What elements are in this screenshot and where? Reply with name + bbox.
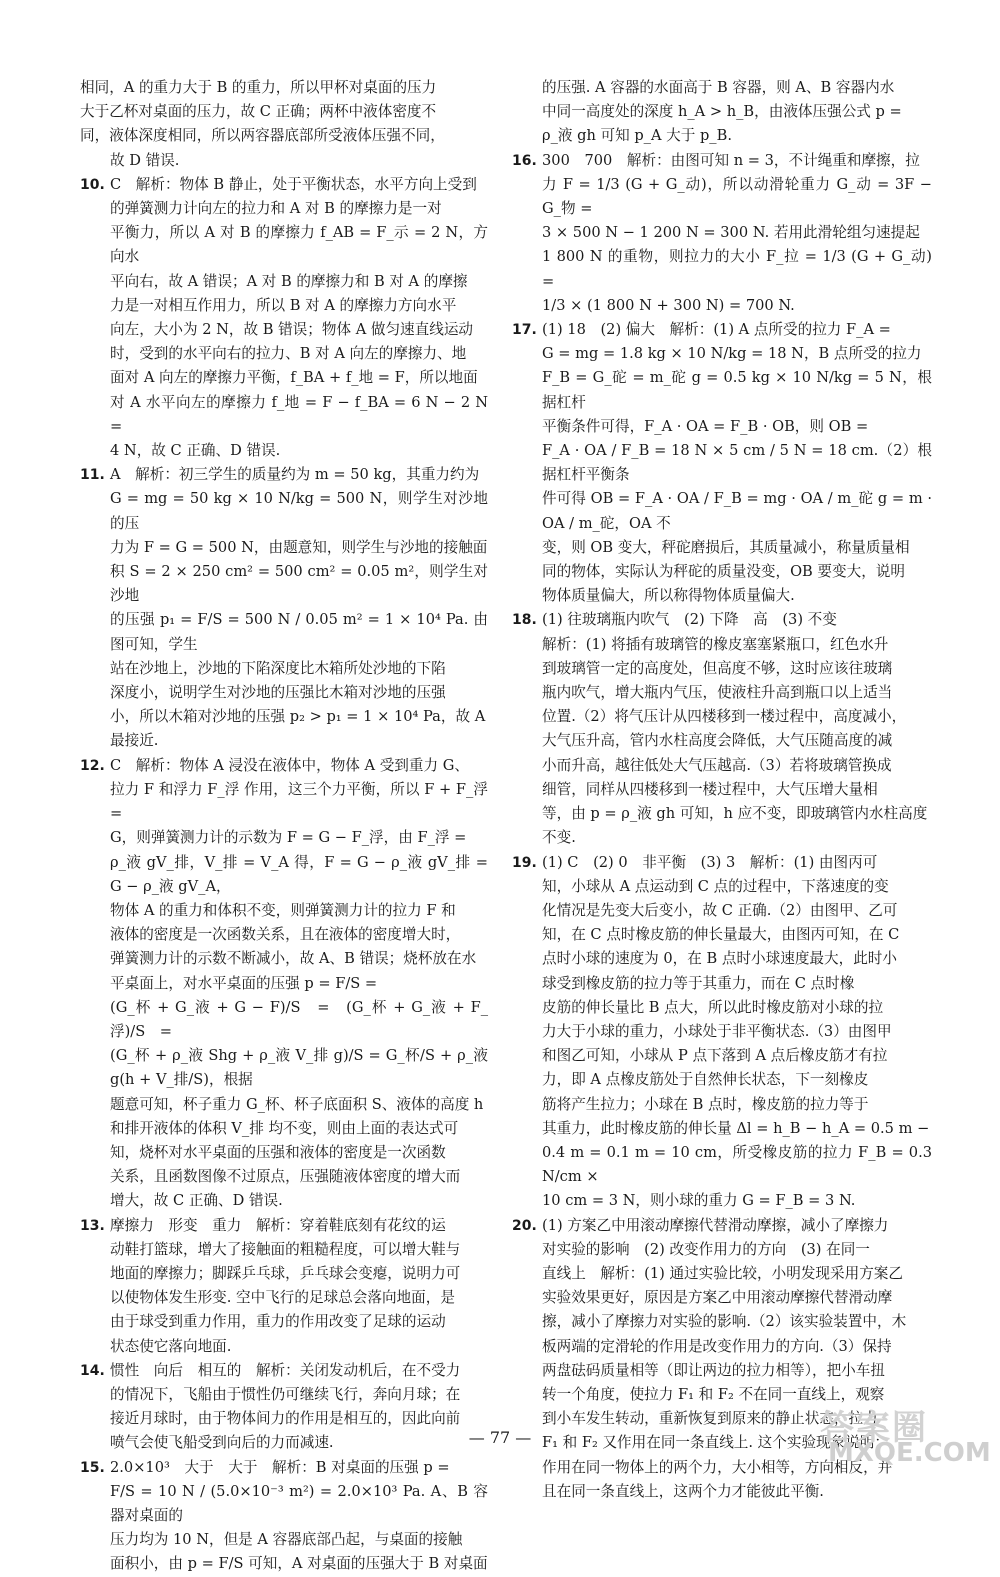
text-line: 面积小，由 p = F/S 可知，A 对桌面的压强大于 B 对桌面 [110,1555,488,1573]
answer-number: 17. [512,322,537,339]
text-line: 0.4 m = 0.1 m = 10 cm，所受橡皮筋的拉力 F_B = 0.3 N/cm × [542,1143,932,1186]
watermark-logo-text: 答案圈 [820,1408,928,1448]
text-line: 时，受到的水平向右的拉力、B 对 A 向左的摩擦力、地 [110,345,467,363]
text-line: 位置.（2）将气压计从四楼移到一楼过程中，高度减小， [542,708,907,726]
text-line: 压力均为 10 N，但是 A 容器底部凸起，与桌面的接触 [110,1531,463,1549]
text-line: 由于球受到重力作用，重力的作用改变了足球的运动 [110,1313,446,1331]
text-line: 增大，故 C 正确、D 错误. [110,1192,283,1210]
text-line: 积 S = 2 × 250 cm² = 500 cm² = 0.05 m²，则学生对沙地 [110,563,488,605]
text-line: 力大于小球的重力，小球处于非平衡状态.（3）由图甲 [542,1022,892,1040]
text-line: (G_杯 + G_液 + G − F)/S = (G_杯 + G_液 + F_浮)/S = [110,998,488,1040]
text-line: (1) 方案乙中用滚动摩擦代替滑动摩擦，减小了摩擦力 [542,1216,889,1234]
answer-number: 13. [80,1217,105,1234]
text-line: 力 F = 1/3 (G + G_动)，所以动滑轮重力 G_动 = 3F − G_物 = [542,175,932,218]
answer-item [80,463,488,753]
answer-item [80,1214,488,1359]
text-line: ρ_液 gh 可知 p_A 大于 p_B. [542,127,732,145]
text-line: 知，在 C 点时橡皮筋的伸长量最大，由图丙可知，在 C [542,926,900,944]
text-line: F/S = 10 N / (5.0×10⁻³ m²) = 2.0×10³ Pa. A、B 容器对桌面的 [110,1482,488,1524]
text-line: G，则弹簧测力计的示数为 F = G − F_浮，由 F_浮 = [110,829,467,847]
text-line: 直线上 解析：(1) 通过实验比较，小明发现采用方案乙 [542,1264,903,1282]
text-line: 点时小球的速度为 0，在 B 点时小球速度最大，此时小 [542,950,897,968]
text-line: 的弹簧测力计向左的拉力和 A 对 B 的摩擦力是一对 [110,200,442,218]
text-line: 变，则 OB 变大，秤砣磨损后，其质量减小，称量质量相 [542,538,910,556]
text-line: 球受到橡皮筋的拉力等于其重力，而在 C 点时橡 [542,974,855,992]
text-line: 喷气会使飞船受到向后的力而减速. [110,1434,334,1452]
text-line: 件可得 OB = F_A · OA / F_B = mg · OA / m_砣 g = m · OA / m_砣，OA 不 [542,490,932,532]
text-line: 平桌面上，对水平桌面的压强 p = F/S = [110,974,378,992]
text-line: G = mg = 1.8 kg × 10 N/kg = 18 N，B 点所受的拉力 [542,345,922,363]
text-line: (G_杯 + ρ_液 Shg + ρ_液 V_排 g)/S = G_杯/S + ρ_液 g(h + V_排/S)，根据 [110,1047,488,1089]
text-line: 筋将产生拉力；小球在 B 点时，橡皮筋的拉力等于 [542,1095,869,1113]
text-line: F_A · OA / F_B = 18 N × 5 cm / 5 N = 18 cm.（2）根据杠杆平衡条 [542,442,932,484]
text-line: 平衡力，所以 A 对 B 的摩擦力 f_AB = F_示 = 2 N，方向水 [110,224,488,266]
text-line: 深度小，说明学生对沙地的压强比木箱对沙地的压强 [110,684,446,702]
answer-item [80,1456,488,1577]
answer-number: 14. [80,1362,105,1379]
text-line: 到小车发生转动，重新恢复到原来的静止状态，拉力 [542,1410,878,1428]
text-line: 对 A 水平向左的摩擦力 f_地 = F − f_BA = 6 N − 2 N = [110,393,488,435]
text-line: 板两端的定滑轮的作用是改变作用力的方向.（3）保持 [542,1337,892,1355]
text-line: 小，所以木箱对沙地的压强 p₂ > p₁ = 1 × 10⁴ Pa，故 A [110,708,486,726]
answer-item [512,608,932,850]
text-line: 力是一对相互作用力，所以 B 对 A 的摩擦力方向水平 [110,296,457,314]
text-line: 转一个角度，使拉力 F₁ 和 F₂ 不在同一直线上，观察 [542,1385,885,1403]
text-line: 300 700 解析：由图可知 n = 3，不计绳重和摩擦，拉 [542,151,920,169]
text-line: F₁ 和 F₂ 又作用在同一条直线上. 这个实验现象说明： [542,1434,890,1452]
text-line: F_B = G_砣 = m_砣 g = 0.5 kg × 10 N/kg = 5 N，根据杠杆 [542,369,932,411]
text-line: 平衡条件可得，F_A · OA = F_B · OB，则 OB = [542,417,869,435]
text-line: 2.0×10³ 大于 大于 解析：B 对桌面的压强 p = [110,1458,450,1476]
text-line: 力，即 A 点橡皮筋处于自然伸长状态，下一刻橡皮 [542,1071,869,1089]
text-line: 最接近. [110,732,159,750]
answer-number: 11. [80,467,105,484]
text-line: 的压强. A 容器的水面高于 B 容器，则 A、B 容器内水 [542,79,895,96]
text-line: 和图乙可知，小球从 P 点下落到 A 点后橡皮筋才有拉 [542,1047,888,1065]
answer-item [512,318,932,608]
text-line: C 解析：物体 A 浸没在液体中，物体 A 受到重力 G、 [110,756,469,774]
right-column [512,76,932,1504]
text-line: 面对 A 向左的摩擦力平衡，f_BA + f_地 = F，所以地面 [110,369,478,387]
answer-item [80,173,488,463]
text-line: 作用在同一物体上的两个力，大小相等，方向相反，并 [542,1458,893,1476]
text-line: 故 D 错误. [110,151,180,169]
text-line: 惯性 向后 相互的 解析：关闭发动机后，在不受力 [110,1361,461,1379]
text-line: (1) C (2) 0 非平衡 (3) 3 解析：(1) 由图丙可 [542,853,878,871]
text-line: 1/3 × (1 800 N + 300 N) = 700 N. [542,296,795,314]
answer-number: 10. [80,176,105,193]
text-line: 以使物体发生形变. 空中飞行的足球总会落向地面，是 [110,1289,455,1307]
text-line: C 解析：物体 B 静止，处于平衡状态，水平方向上受到 [110,175,477,193]
text-line: 对实验的影响 (2) 改变作用力的方向 (3) 在同一 [542,1240,870,1258]
text-line: 等，由 p = ρ_液 gh 可知，h 应不变，即玻璃管内水柱高度 [542,805,928,823]
text-line: (1) 往玻璃瓶内吹气 (2) 下降 高 (3) 不变 [542,611,837,629]
answer-item [512,149,932,318]
left-items [80,173,488,1577]
answer-number: 15. [80,1459,105,1476]
text-line: 化情况是先变大后变小，故 C 正确.（2）由图甲、乙可 [542,901,898,919]
text-line: G = mg = 50 kg × 10 N/kg = 500 N，则学生对沙地的压 [110,490,488,532]
answer-number: 16. [512,152,537,169]
answer-number: 18. [512,612,537,629]
text-line: 力为 F = G = 500 N，由题意知，则学生与沙地的接触面 [110,538,488,556]
text-line: 擦，减小了摩擦力对实验的影响.（2）该实验装置中，木 [542,1313,907,1331]
text-line: 弹簧测力计的示数不断减小，故 A、B 错误；烧杯放在水 [110,950,477,968]
text-line: 不变. [542,829,576,847]
text-line: 动鞋打篮球，增大了接触面的粗糙程度，可以增大鞋与 [110,1240,461,1258]
answer-number: 12. [80,757,105,774]
text-line: 同，液体深度相同，所以两容器底部所受液体压强不同， [80,127,445,145]
left-fragment [80,76,488,173]
text-line: 液体的密度是一次函数关系，且在液体的密度增大时， [110,926,461,944]
text-line: 知，小球从 A 点运动到 C 点的过程中，下落速度的变 [542,877,889,895]
right-items [512,149,932,1504]
text-line: 4 N，故 C 正确、D 错误. [110,442,281,460]
text-line: 拉力 F 和浮力 F_浮 作用，这三个力平衡，所以 F + F_浮 = [110,780,488,823]
answer-number: 20. [512,1217,537,1234]
text-line: 同的物体，实际认为秤砣的质量没变，OB 要变大，说明 [542,563,905,581]
text-line: 关系，且函数图像不过原点，压强随液体密度的增大而 [110,1168,461,1186]
text-line: 10 cm = 3 N，则小球的重力 G = F_B = 3 N. [542,1192,856,1210]
text-line: ρ_液 gV_排，V_排 = V_A 得，F = G − ρ_液 gV_排 = G − ρ_液 gV_A， [110,853,488,895]
answer-item [512,851,932,1214]
right-fragment [512,76,932,149]
text-line: 摩擦力 形变 重力 解析：穿着鞋底刻有花纹的运 [110,1216,446,1234]
text-line: 物体 A 的重力和体积不变，则弹簧测力计的拉力 F 和 [110,901,456,919]
page-number: — 77 — [468,1428,532,1447]
text-line: 知，烧杯对水平桌面的压强和液体的密度是一次函数 [110,1143,446,1161]
text-line: 站在沙地上，沙地的下陷深度比木箱所处沙地的下陷 [110,659,446,677]
text-line: 两盘砝码质量相等（即让两边的拉力相等），把小车扭 [542,1361,885,1379]
text-line: 解析：(1) 将插有玻璃管的橡皮塞塞紧瓶口，红色水升 [542,635,889,653]
text-line: 3 × 500 N − 1 200 N = 300 N. 若用此滑轮组匀速提起 [542,224,920,242]
text-line: 实验效果更好，原因是方案乙中用滚动摩擦代替滑动摩 [542,1289,893,1307]
text-line: (1) 18 (2) 偏大 解析：(1) A 点所受的拉力 F_A = [542,321,891,339]
left-column [80,76,488,1577]
text-line: 的压强 p₁ = F/S = 500 N / 0.05 m² = 1 × 10⁴ Pa. 由图可知，学生 [110,611,488,653]
text-line: 状态使它落向地面. [110,1337,232,1355]
text-line: 且在同一条直线上，这两个力才能彼此平衡. [542,1482,824,1500]
text-line: 大于乙杯对桌面的压力，故 C 正确；两杯中液体密度不 [80,103,437,121]
text-line: 物体质量偏大，所以称得物体质量偏大. [542,587,795,605]
text-line: 题意可知，杯子重力 G_杯、杯子底面积 S、液体的高度 h [110,1095,484,1113]
text-line: 其重力，此时橡皮筋的伸长量 Δl = h_B − h_A = 0.5 m − [542,1119,930,1137]
text-line: 1 800 N 的重物，则拉力的大小 F_拉 = 1/3 (G + G_动) = [542,248,932,290]
text-line: 向左，大小为 2 N，故 B 错误；物体 A 做匀速直线运动 [110,321,474,339]
text-line: 平向右，故 A 错误；A 对 B 的摩擦力和 B 对 A 的摩擦 [110,272,468,290]
answer-number: 19. [512,854,537,871]
text-line: 大气压升高，管内水柱高度会降低，大气压随高度的减 [542,732,893,750]
text-line: 瓶内吹气，增大瓶内气压，使液柱升高到瓶口以上适当 [542,684,893,702]
text-line: 接近月球时，由于物体间力的作用是相互的，因此向前 [110,1410,461,1428]
text-line: 小而升高，越往低处大气压越高.（3）若将玻璃管换成 [542,756,892,774]
text-line: 的情况下，飞船由于惯性仍可继续飞行，奔向月球；在 [110,1385,461,1403]
text-line: 细管，同样从四楼移到一楼过程中，大气压增大量相 [542,780,878,798]
watermark-url: MXQE.COM [828,1438,991,1468]
text-line: 皮筋的伸长量比 B 点大，所以此时橡皮筋对小球的拉 [542,998,884,1016]
watermark [820,1400,995,1470]
text-line: 相同，A 的重力大于 B 的重力，所以甲杯对桌面的压力 [80,79,437,96]
text-line: 到玻璃管一定的高度处，但高度不够，这时应该往玻璃 [542,659,893,677]
answer-item [80,754,488,1214]
text-line: 地面的摩擦力；脚踩乒乓球，乒乓球会变瘪，说明力可 [110,1264,461,1282]
text-line: A 解析：初三学生的质量约为 m = 50 kg，其重力约为 [110,466,480,484]
text-line: 和排开液体的体积 V_排 均不变，则由上面的表达式可 [110,1119,459,1137]
text-line: 中同一高度处的深度 h_A > h_B，由液体压强公式 p = [542,103,902,121]
